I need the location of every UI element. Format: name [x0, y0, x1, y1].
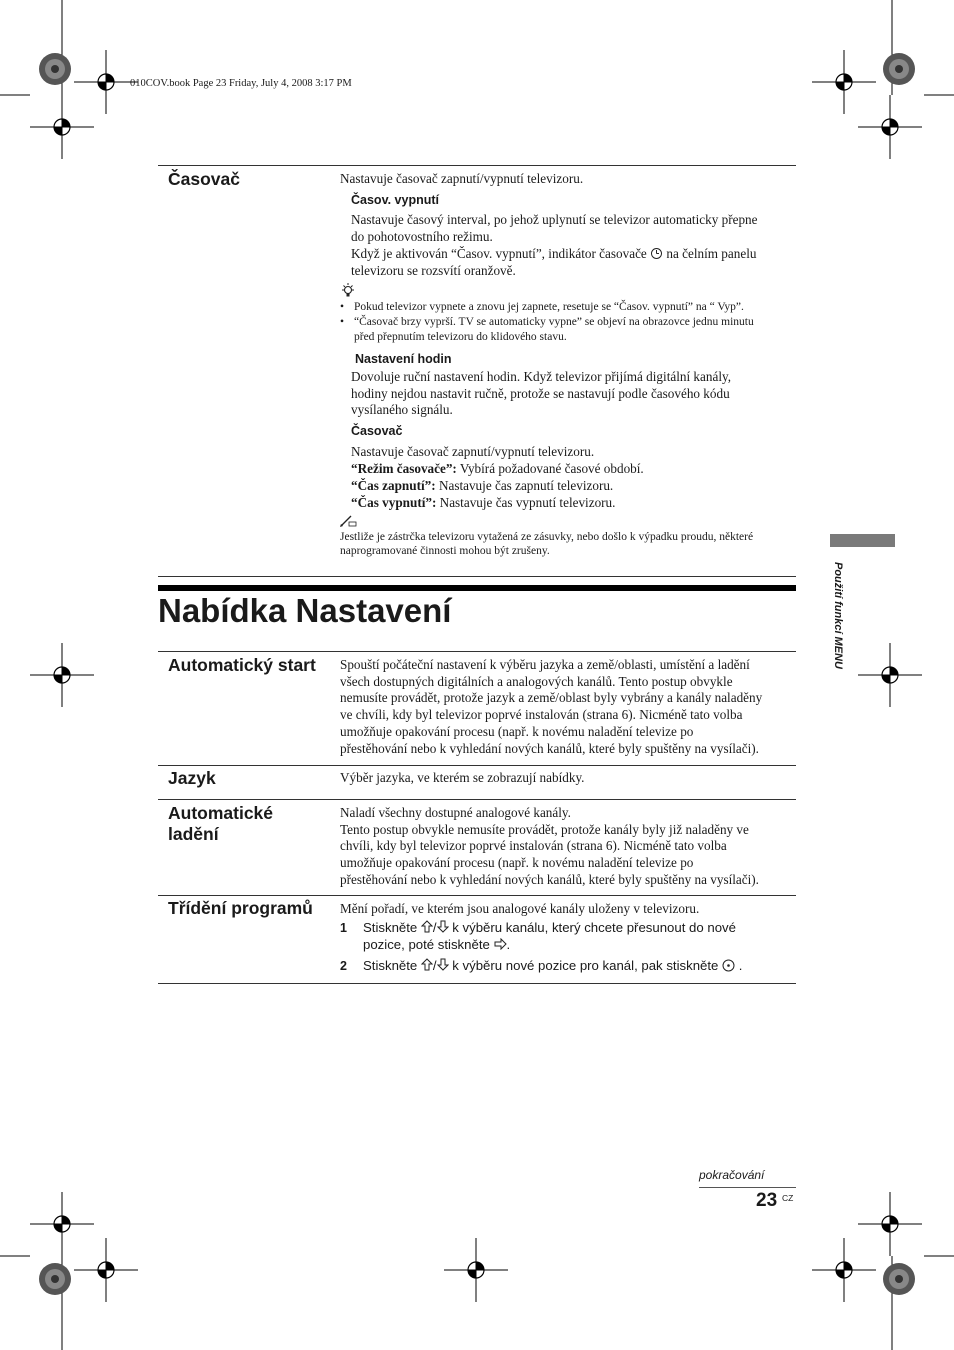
dotted-circle-icon	[37, 1261, 73, 1297]
divider	[158, 799, 796, 800]
period: .	[506, 937, 511, 952]
language-description: Výběr jazyka, ve kterém se zobrazují nabídky.	[340, 770, 585, 785]
auto-tuning-line: přestěhování nebo k vyhledání nových kanálů, které byly spuštěny na vysílači).	[340, 871, 759, 887]
clock-text-3: vysílaného signálu.	[351, 402, 453, 417]
lightbulb-icon	[340, 282, 356, 299]
sleep-text-3-b: na čelním panelu	[666, 246, 757, 261]
term-auto-start: Automatický start	[168, 655, 316, 675]
title-rule	[158, 585, 796, 591]
subheading-sleep-timer: Časov. vypnutí	[351, 193, 439, 207]
timer-off-text: Nastavuje čas vypnutí televizoru.	[436, 495, 616, 510]
timer-mode-text: Vybírá požadované časové období.	[456, 461, 644, 476]
tip-bullet: •	[340, 301, 345, 313]
term-auto-tuning-line: Automatické	[168, 803, 274, 823]
divider	[158, 651, 796, 652]
auto-start-line: umožňuje opakování procesu (např. k novému naladění televize po	[340, 723, 694, 739]
step-2-press: Stiskněte	[363, 958, 418, 973]
continued-label: pokračování	[699, 1168, 765, 1182]
side-tab-marker	[830, 534, 895, 547]
tip-bullet: •	[340, 316, 345, 328]
divider	[158, 983, 796, 984]
auto-tuning-line: chvíli, kdy byl televizor poprvé instalován (strana 6). Nicméně tato volba	[340, 838, 727, 854]
timer-off-line	[351, 495, 615, 512]
timer-indicator-icon	[650, 247, 663, 260]
timer-mode-label: “Režim časovače”:	[351, 461, 457, 476]
step-2-line-1	[363, 957, 742, 974]
arrow-right-icon	[494, 938, 507, 950]
sleep-text-3-a: Když je aktivován “Časov. vypnutí”, indikátor časovače	[351, 246, 647, 261]
clock-text-1: Dovoluje ruční nastavení hodin. Když televizor přijímá digitální kanály,	[351, 369, 732, 384]
dotted-circle-icon	[881, 51, 917, 87]
slash: /	[432, 920, 437, 935]
step-number: 1	[340, 921, 347, 935]
tip-2b: před přepnutím televizoru do klidového stavu.	[354, 331, 567, 343]
arrow-up-icon	[421, 920, 433, 933]
divider	[158, 576, 796, 577]
step-2-rest: k výběru nové pozice pro kanál, pak stiskněte	[452, 958, 719, 973]
arrow-down-icon	[437, 958, 449, 971]
clock-text-2: hodiny nejdou nastavit ručně, protože se nastavují podle časového kódu	[351, 386, 730, 401]
side-label-text: Použití funkcí MENU	[832, 562, 844, 669]
arrow-down-icon	[437, 920, 449, 933]
dotted-circle-icon	[881, 1261, 917, 1297]
page-number-suffix: CZ	[782, 1193, 794, 1203]
ok-button-icon	[722, 959, 735, 972]
timer-on-text: Nastavuje čas zapnutí televizoru.	[435, 478, 614, 493]
divider	[158, 165, 796, 166]
section-title: Nabídka Nastavení	[158, 592, 452, 629]
auto-tuning-description	[340, 805, 796, 889]
timer-on-line	[351, 478, 613, 495]
term-auto-tuning	[168, 803, 273, 845]
note-1: Jestliže je zástrčka televizoru vytažená ze zásuvky, nebo došlo k výpadku proudu, některé	[340, 531, 754, 543]
auto-start-description	[340, 657, 796, 757]
side-label	[830, 562, 850, 702]
auto-tuning-line: Naladí všechny dostupné analogové kanály.	[340, 805, 571, 820]
auto-tuning-line: umožňuje opakování procesu (např. k novému naladění televize po	[340, 855, 694, 871]
step-1-press: Stiskněte	[363, 920, 418, 935]
step-1-then: pozice, poté stiskněte	[363, 937, 490, 952]
term-auto-tuning-line: ladění	[168, 824, 219, 844]
timer-mode-line	[351, 461, 644, 478]
tip-2a: “Časovač brzy vyprší. TV se automaticky vypne” se objeví na obrazovce jednu minutu	[354, 316, 754, 328]
note-pencil-icon	[340, 514, 357, 527]
divider	[158, 765, 796, 766]
timer-off-label: “Čas vypnutí”:	[351, 495, 437, 510]
auto-start-line: nemusíte provádět, protože jazyk a země/oblast byly vybrány a kanály naladěny	[340, 690, 763, 706]
timer-text-1: Nastavuje časovač zapnutí/vypnutí televizoru.	[351, 444, 595, 459]
divider	[158, 895, 796, 896]
step-1-line-1	[363, 919, 736, 936]
divider	[699, 1187, 796, 1188]
auto-start-line: všech dostupných digitálních a analogových kanálů. Tento postup obvykle	[340, 673, 733, 689]
file-info-header: 010COV.book Page 23 Friday, July 4, 2008 3:17 PM	[130, 78, 352, 89]
auto-tuning-line: Tento postup obvykle nemusíte provádět, protože kanály byly již naladěny ve	[340, 821, 749, 837]
auto-start-line: přestěhování nebo k vyhledání nových kanálů, které byly spuštěny na vysílači).	[340, 740, 759, 756]
sleep-text-3	[351, 246, 756, 263]
period: .	[735, 958, 743, 973]
sleep-text-4: televizoru se rozsvítí oranžově.	[351, 263, 516, 278]
term-language: Jazyk	[168, 768, 216, 788]
sleep-text-1: Nastavuje časový interval, po jehož uplynutí se televizor automaticky přepne	[351, 212, 758, 227]
tip-1: Pokud televizor vypnete a znovu jej zapnete, resetuje se “Časov. vypnutí” na “ Vyp”.	[354, 301, 744, 313]
arrow-up-icon	[421, 958, 433, 971]
sorting-intro: Mění pořadí, ve kterém jsou analogové kanály uloženy v televizoru.	[340, 901, 700, 916]
step-number: 2	[340, 959, 347, 973]
sleep-text-2: do pohotovostního režimu.	[351, 229, 493, 244]
subheading-clock: Nastavení hodin	[355, 352, 452, 366]
subheading-timer: Časovač	[351, 424, 403, 438]
auto-start-line: Spouští počáteční nastavení k výběru jazyka a země/oblasti, umístění a ladění	[340, 657, 750, 672]
auto-start-line: ve chvíli, kdy byl televizor poprvé instalován (strana 6). Nicméně tato volba	[340, 707, 743, 723]
step-1-line-2	[363, 936, 510, 953]
page-number: 23	[756, 1190, 778, 1211]
dotted-circle-icon	[37, 51, 73, 87]
term-program-sorting: Třídění programů	[168, 898, 313, 918]
term-timer: Časovač	[168, 169, 240, 189]
note-2: naprogramované činnosti mohou být zrušeny.	[340, 545, 550, 557]
timer-intro: Nastavuje časovač zapnutí/vypnutí televizoru.	[340, 171, 584, 186]
step-1-rest: k výběru kanálu, který chcete přesunout do nové	[452, 920, 736, 935]
timer-on-label: “Čas zapnutí”:	[351, 478, 436, 493]
slash: /	[432, 958, 437, 973]
